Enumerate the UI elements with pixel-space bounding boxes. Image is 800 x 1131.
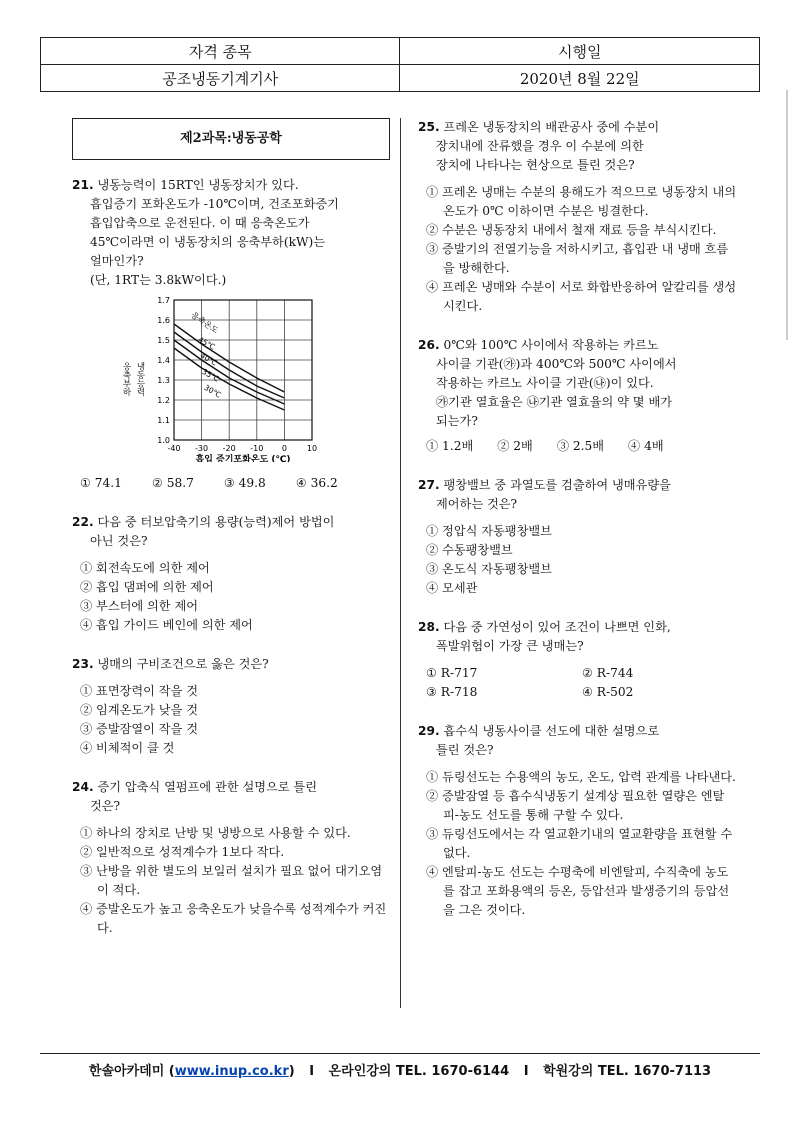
option-4[interactable]: ④ 흡입 가이드 베인에 의한 제어 — [80, 618, 253, 632]
question-text: ㉮기관 열효율은 ㉯기관 열효율의 약 몇 배가 — [436, 395, 672, 409]
question-text: 프레온 냉동장치의 배관공사 중에 수분이 — [443, 120, 660, 134]
options-list — [72, 824, 390, 938]
question-text: 다음 중 가연성이 있어 조건이 나쁘면 인화, — [443, 620, 671, 634]
question-22 — [72, 513, 390, 635]
option-2[interactable]: ② 증발잠열 등 흡수식냉동기 설계상 필요한 열량은 엔탈피-농도 선도를 통해 구할 수 있다. — [426, 789, 725, 822]
y-tick-label: 1.2 — [157, 396, 170, 405]
footer-url-link[interactable]: www.inup.co.kr — [174, 1064, 289, 1079]
question-number: 26. — [418, 338, 440, 352]
question-28 — [418, 618, 738, 702]
question-text: 45℃이라면 이 냉동장치의 응축부하(kW)는 — [90, 235, 326, 249]
options-list — [418, 183, 738, 316]
series-label: 40℃ — [198, 350, 219, 368]
x-tick-label: -10 — [250, 444, 264, 453]
question-text: 장치내에 잔류했을 경우 이 수분에 의한 — [436, 139, 644, 153]
x-tick-label: 10 — [306, 444, 318, 453]
question-text: 다음 중 터보압축기의 용량(능력)제어 방법이 — [97, 515, 335, 529]
question-number: 23. — [72, 657, 94, 671]
footer-online: 온라인강의 TEL. 1670-6144 — [328, 1064, 510, 1079]
option-1[interactable]: ① R-717 — [426, 666, 478, 680]
option-4[interactable]: ④ 프레온 냉매와 수분이 서로 화합반응하여 알칼리를 생성시킨다. — [426, 280, 737, 313]
question-text: 팽창밸브 중 과열도를 검출하여 냉매유량을 — [443, 478, 671, 492]
y-axis-label: 냉동능력 — [135, 362, 145, 396]
series-label: 45℃ — [196, 334, 217, 352]
option-4[interactable]: ④ 비체적이 클 것 — [80, 741, 175, 755]
x-tick-label: 0 — [281, 444, 287, 453]
question-text: 얼마인가? — [90, 254, 144, 268]
question-25 — [418, 118, 738, 316]
option-4[interactable]: ④ 모세관 — [426, 581, 478, 595]
question-text: 장치에 나타나는 현상으로 틀린 것은? — [436, 158, 635, 172]
question-text: 되는가? — [436, 414, 478, 428]
column-divider — [400, 118, 401, 1008]
option-1[interactable]: ① 듀링선도는 수용액의 농도, 온도, 압력 관계를 나타낸다. — [426, 770, 736, 784]
x-tick-label: -20 — [222, 444, 236, 453]
question-number: 29. — [418, 724, 440, 738]
question-text: 냉매의 구비조건으로 옳은 것은? — [97, 657, 269, 671]
question-text: 사이클 기관(㉮)과 400℃와 500℃ 사이에서 — [436, 357, 677, 371]
question-23 — [72, 655, 390, 758]
question-note: (단, 1RT는 3.8kW이다.) — [90, 273, 227, 287]
footer-separator: I — [523, 1064, 529, 1079]
option-1[interactable]: ① 회전속도에 의한 제어 — [80, 561, 210, 575]
question-text: 틀린 것은? — [436, 743, 494, 757]
x-tick-label: -40 — [167, 444, 181, 453]
option-3[interactable]: ③ 부스터에 의한 제어 — [80, 599, 198, 613]
page-edge-mark — [786, 90, 788, 340]
header-date-label: 시행일 — [400, 38, 760, 65]
option-4[interactable]: ④ 36.2 — [295, 476, 338, 490]
option-3[interactable]: ③ 49.8 — [223, 476, 266, 490]
y-tick-label: 1.0 — [157, 436, 170, 445]
option-3[interactable]: ③ 온도식 자동팽창밸브 — [426, 562, 552, 576]
right-column — [418, 118, 738, 920]
options-row — [418, 437, 738, 456]
options-grid — [418, 664, 738, 702]
option-1[interactable]: ① 74.1 — [80, 476, 122, 490]
question-29 — [418, 722, 738, 920]
option-3[interactable]: ③ 증발기의 전열기능을 저하시키고, 흡입관 내 냉매 흐름을 방해한다. — [426, 242, 729, 275]
options-list — [418, 768, 738, 920]
subject-title: 제2과목:냉동공학 — [72, 118, 390, 160]
y-axis-label: 응축부하 — [121, 362, 131, 396]
question-number: 22. — [72, 515, 94, 529]
option-2[interactable]: ② 일반적으로 성적계수가 1보다 작다. — [80, 845, 285, 859]
question-text: 아닌 것은? — [90, 534, 148, 548]
question-number: 25. — [418, 120, 440, 134]
header-field-value: 공조냉동기계기사 — [41, 65, 400, 92]
option-2[interactable]: ② R-744 — [582, 666, 634, 680]
question-text: 0℃와 100℃ 사이에서 작용하는 카르노 — [443, 338, 659, 352]
option-2[interactable]: ② 수분은 냉동장치 내에서 철재 재료 등을 부식시킨다. — [426, 223, 717, 237]
question-text: 제어하는 것은? — [436, 497, 518, 511]
question-21 — [72, 176, 390, 493]
question-text: 것은? — [90, 799, 121, 813]
question-number: 27. — [418, 478, 440, 492]
options-row — [72, 474, 390, 493]
option-4[interactable]: ④ R-502 — [582, 685, 634, 699]
header-table — [40, 37, 760, 92]
question-number: 24. — [72, 780, 94, 794]
option-1[interactable]: ① 1.2배 — [426, 439, 474, 453]
question-number: 28. — [418, 620, 440, 634]
option-4[interactable]: ④ 엔탈피-농도 선도는 수평축에 비엔탈피, 수직축에 농도를 잡고 포화용액의 등온, 등압선과 발생증기의 등압선을 그은 것이다. — [426, 865, 730, 917]
options-list — [418, 522, 738, 598]
series-label: 30℃ — [202, 382, 223, 400]
footer-org: 한솔아카데미 — [88, 1064, 165, 1079]
option-2[interactable]: ② 58.7 — [151, 476, 194, 490]
question-number: 21. — [72, 178, 94, 192]
option-3[interactable]: ③ 2.5배 — [556, 439, 605, 453]
footer: 한솔아카데미 (www.inup.co.kr) I 온라인강의 TEL. 1670-6144 I 학원강의 TEL. 1670-7113 — [40, 1053, 760, 1079]
legend-title: 응축온도 — [189, 310, 220, 336]
option-2[interactable]: ② 수동팽창밸브 — [426, 543, 513, 557]
question-text: 흡수식 냉동사이클 선도에 대한 설명으로 — [443, 724, 660, 738]
option-4[interactable]: ④ 증발온도가 높고 응축온도가 낮을수록 성적계수가 커진다. — [80, 902, 387, 935]
question-text: 폭발위험이 가장 큰 냉매는? — [436, 639, 584, 653]
y-tick-label: 1.3 — [157, 376, 170, 385]
option-3[interactable]: ③ 증발잠열이 작을 것 — [80, 722, 198, 736]
footer-separator: I — [309, 1064, 315, 1079]
y-tick-label: 1.4 — [157, 356, 170, 365]
series-label: 35℃ — [200, 366, 221, 384]
option-3[interactable]: ③ R-718 — [426, 685, 478, 699]
option-2[interactable]: ② 흡입 댐퍼에 의한 제어 — [80, 580, 214, 594]
option-1[interactable]: ① 프레온 냉매는 수분의 용해도가 적으므로 냉동장치 내의 온도가 0℃ 이하이면 수분은 빙결한다. — [426, 185, 737, 218]
option-4[interactable]: ④ 4배 — [628, 439, 664, 453]
y-tick-label: 1.6 — [157, 316, 170, 325]
header-date-value: 2020년 8월 22일 — [400, 65, 760, 92]
option-3[interactable]: ③ 듀링선도에서는 각 열교환기내의 열교환량을 표현할 수 없다. — [426, 827, 733, 860]
condensing-load-chart — [112, 292, 342, 462]
option-1[interactable]: ① 정압식 자동팽창밸브 — [426, 524, 552, 538]
x-tick-label: -30 — [195, 444, 209, 453]
header-field-label: 자격 종목 — [41, 38, 400, 65]
question-text: 증기 압축식 열펌프에 관한 설명으로 틀린 — [97, 780, 317, 794]
option-1[interactable]: ① 표면장력이 작을 것 — [80, 684, 198, 698]
question-26 — [418, 336, 738, 456]
question-text: 흡입증기 포화온도가 -10℃이며, 건조포화증기 — [90, 197, 339, 211]
question-text: 냉동능력이 15RT인 냉동장치가 있다. — [97, 178, 299, 192]
y-tick-label: 1.5 — [157, 336, 170, 345]
question-text: 흡입압축으로 운전된다. 이 때 응축온도가 — [90, 216, 310, 230]
option-2[interactable]: ② 임계온도가 낮을 것 — [80, 703, 198, 717]
question-24 — [72, 778, 390, 938]
option-1[interactable]: ① 하나의 장치로 난방 및 냉방으로 사용할 수 있다. — [80, 826, 351, 840]
option-2[interactable]: ② 2배 — [497, 439, 533, 453]
option-3[interactable]: ③ 난방을 위한 별도의 보일러 설치가 필요 없어 대기오염이 적다. — [80, 864, 383, 897]
question-27 — [418, 476, 738, 598]
y-tick-label: 1.1 — [157, 416, 170, 425]
options-list — [72, 559, 390, 635]
left-column — [72, 118, 390, 938]
x-axis-label: 흡입 증기포화온도 (℃) — [195, 455, 291, 462]
y-tick-label: 1.7 — [157, 296, 170, 305]
footer-offline: 학원강의 TEL. 1670-7113 — [543, 1064, 712, 1079]
options-list — [72, 682, 390, 758]
question-text: 작용하는 카르노 사이클 기관(㉯)이 있다. — [436, 376, 654, 390]
